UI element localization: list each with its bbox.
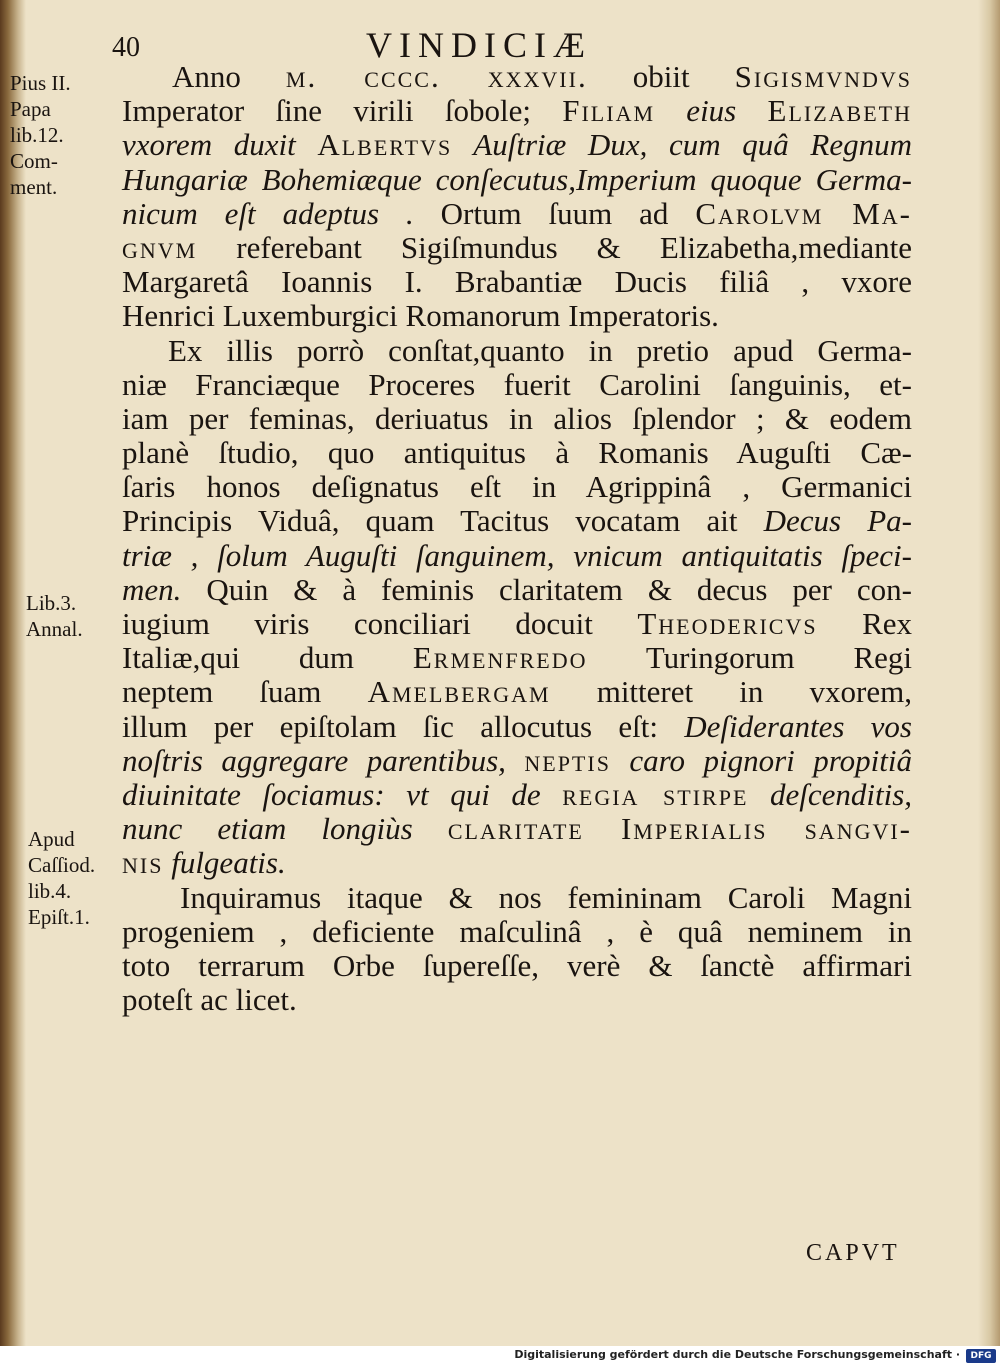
margin-note-line: Epiſt.1.	[28, 905, 90, 929]
text-run: noſtris aggregare parentibus,	[122, 742, 525, 778]
text-run: triæ , ſolum Auguſti ſanguinem, vnicum antiquitatis ſpeci-	[122, 537, 912, 573]
text-line	[122, 983, 912, 1017]
text-run: claritate Imperialis sangvi-	[447, 811, 913, 847]
text-line	[122, 778, 912, 812]
text-line	[122, 231, 912, 265]
text-run: Imperator ſine virili ſobole;	[122, 93, 563, 129]
text-run: referebant Sigiſmundus & Elizabetha,mediante	[197, 229, 912, 265]
margin-note-line: Apud	[28, 827, 75, 851]
text-line	[122, 573, 912, 607]
text-run: neptem ſuam	[122, 674, 368, 710]
margin-note-line: Lib.3.	[26, 591, 77, 615]
text-run: Ex illis porrò conſtat,quanto in pretio apud Germa-	[168, 332, 912, 368]
page-number: 40	[112, 32, 140, 63]
text-run: niæ Franciæque Proceres fuerit Carolini ſanguinis, et-	[122, 366, 912, 402]
text-run: poteſt ac licet.	[122, 982, 297, 1018]
text-run: diuinitate ſociamus: vt qui de	[122, 776, 563, 812]
margin-note-line: ment.	[10, 175, 58, 199]
text-line	[122, 846, 912, 880]
page-edge	[978, 0, 1000, 1346]
text-run: Amelbergam	[367, 674, 551, 710]
text-run: Carolvm Ma-	[695, 195, 913, 231]
text-line	[122, 128, 912, 162]
margin-note-line: lib.4.	[28, 879, 72, 903]
text-run: Elizabeth	[767, 93, 912, 129]
text-line	[122, 368, 912, 402]
text-run: Turingorum Regi	[587, 640, 912, 676]
text-line	[122, 949, 912, 983]
text-run: gnvm	[122, 229, 198, 265]
text-line	[122, 607, 912, 641]
text-run: progeniem , deficiente maſculinâ , è quâ neminem in	[122, 913, 912, 949]
page-title: VINDICIÆ	[366, 25, 592, 65]
text-run: Italiæ,qui dum	[122, 640, 413, 676]
text-run: eius	[655, 93, 768, 129]
text-line	[122, 470, 912, 504]
margin-note-pius	[10, 70, 110, 200]
body-text	[122, 60, 912, 1017]
text-run: Sigismvndvs	[734, 59, 912, 94]
text-run: Ortum ſuum ad	[440, 195, 696, 231]
text-run: ſaris honos deſignatus eſt in Agrippinâ , Germanici	[122, 469, 912, 505]
text-run: obiit	[587, 59, 735, 94]
margin-note-line: Annal.	[26, 617, 83, 641]
text-run: Principis Viduâ, quam Tacitus vocatam ait	[122, 503, 764, 539]
footer-bar	[0, 1346, 1000, 1366]
text-line	[122, 436, 912, 470]
text-run: iam per feminas, deriuatus in alios ſplendor ; & eodem	[122, 400, 912, 436]
text-run: planè ſtudio, quo antiquitus à Romanis Auguſti Cæ-	[122, 435, 912, 471]
text-run: Rex	[817, 606, 913, 641]
text-line	[122, 402, 912, 436]
text-line	[122, 675, 912, 709]
text-run: Anno	[172, 59, 286, 94]
text-run: toto terrarum Orbe ſupereſſe, verè & ſanctè affirmari	[122, 947, 912, 983]
text-line	[122, 915, 912, 949]
text-run: neptis	[524, 742, 611, 778]
text-line	[122, 197, 912, 231]
margin-note-cassiod	[28, 826, 128, 930]
dfg-logo-icon: DFG	[966, 1349, 996, 1363]
text-run: Decus Pa-	[763, 503, 912, 539]
text-run: Albertvs	[317, 127, 453, 163]
text-run: m. cccc. xxxvii.	[285, 59, 588, 94]
text-line	[122, 744, 912, 778]
text-run: nis	[122, 845, 164, 881]
text-run: vxorem duxit	[122, 127, 318, 163]
text-line	[122, 163, 912, 197]
text-line	[122, 881, 912, 915]
text-run: Auſtriæ Dux, cum quâ Regnum	[452, 127, 912, 163]
text-line	[122, 265, 912, 299]
text-run: Quin & à feminis claritatem & decus per con-	[206, 571, 912, 607]
text-run: Theodericvs	[637, 606, 818, 641]
text-line	[122, 641, 912, 675]
margin-note-line: Papa	[10, 97, 51, 121]
book-spine	[0, 0, 26, 1346]
text-run: Hungariæ Bohemiæque conſecutus,Imperium quoque Germa-	[122, 161, 912, 197]
text-run: deſcenditis,	[748, 776, 913, 812]
text-line	[122, 60, 912, 94]
text-line	[122, 504, 912, 538]
text-line	[122, 539, 912, 573]
margin-note-annal	[26, 590, 126, 642]
text-run: Inquiramus itaque & nos femininam Caroli Magni	[180, 879, 912, 915]
margin-note-line: lib.12.	[10, 123, 64, 147]
text-run: nunc etiam longiùs	[122, 811, 448, 847]
text-run: men.	[122, 571, 207, 607]
text-run: Deſiderantes vos	[684, 708, 912, 744]
text-run: Henrici Luxemburgici Romanorum Imperatoris.	[122, 298, 719, 334]
text-run: Margaretâ Ioannis I. Brabantiæ Ducis filiâ , vxore	[122, 264, 912, 300]
text-line	[122, 710, 912, 744]
text-line	[122, 334, 912, 368]
catchword: CAPVT	[806, 1240, 900, 1266]
text-run: caro pignori propitiâ	[610, 742, 912, 778]
margin-note-line: Caſſiod.	[28, 853, 96, 877]
text-run: Filiam	[562, 93, 656, 129]
text-run: iugium viris conciliari docuit	[122, 606, 638, 641]
text-run: fulgeatis.	[163, 845, 286, 881]
footer-credit: Digitalisierung gefördert durch die Deutsche Forschungsgemeinschaft ·	[514, 1348, 960, 1361]
margin-note-line: Pius II.	[10, 71, 71, 95]
text-line	[122, 299, 912, 333]
text-run: Ermenfredo	[412, 640, 588, 676]
text-run: nicum eſt adeptus .	[122, 195, 441, 231]
text-line	[122, 94, 912, 128]
text-line	[122, 812, 912, 846]
text-run: regia stirpe	[562, 776, 749, 812]
margin-note-line: Com-	[10, 149, 58, 173]
text-run: mitteret in vxorem,	[550, 674, 913, 710]
text-run: illum per epiſtolam ſic allocutus eſt:	[122, 708, 685, 744]
